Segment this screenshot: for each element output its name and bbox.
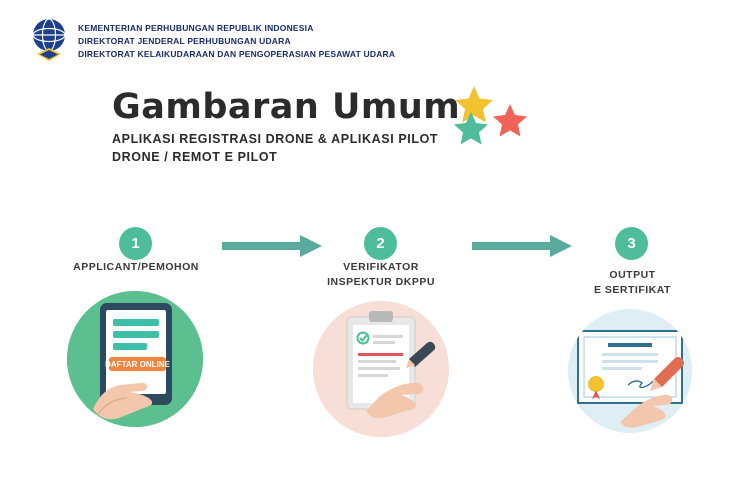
star-yellow-icon — [455, 86, 493, 123]
header-line-2: DIREKTORAT JENDERAL PERHUBUNGAN UDARA — [78, 36, 291, 46]
step-2-badge: 2 — [364, 227, 397, 260]
illustration-button-text: DAFTAR ONLINE — [105, 360, 170, 369]
header-line-1: KEMENTERIAN PERHUBUNGAN REPUBLIK INDONESIA — [78, 23, 314, 33]
subtitle-line-2: DRONE / REMOT E PILOT — [112, 150, 278, 164]
document-header — [30, 18, 395, 62]
decorative-stars — [448, 84, 538, 148]
header-line-3: DIREKTORAT KELAIKUDARAAN DAN PENGOPERASIAN PESAWAT UDARA — [78, 49, 396, 59]
certificate-signing-illustration — [568, 309, 692, 433]
step-1-label: APPLICANT/PEMOHON — [73, 261, 199, 273]
garuda-globe-logo — [30, 18, 68, 62]
step-3-label-line-1: OUTPUT — [609, 269, 656, 281]
step-3-badge: 3 — [615, 227, 648, 260]
tablet-online-registration-illustration — [67, 291, 203, 427]
step-2-label-line-1: VERIFIKATOR — [343, 261, 419, 273]
page-title: Gambaran Umum — [112, 87, 461, 127]
clipboard-checklist-verification-illustration — [313, 301, 449, 437]
step-2-label-line-2: INSPEKTUR DKPPU — [327, 276, 435, 288]
step-1-badge: 1 — [119, 227, 152, 260]
star-red-icon — [493, 104, 527, 137]
arrow-step2-to-step3 — [472, 233, 572, 259]
step-3-label-line-2: E SERTIFIKAT — [594, 284, 671, 296]
process-flow — [0, 215, 750, 445]
subtitle-line-1: APLIKASI REGISTRASI DRONE & APLIKASI PILOT — [112, 132, 439, 146]
ministry-name-block — [78, 18, 395, 61]
arrow-step1-to-step2 — [222, 233, 322, 259]
title-block — [112, 88, 460, 166]
